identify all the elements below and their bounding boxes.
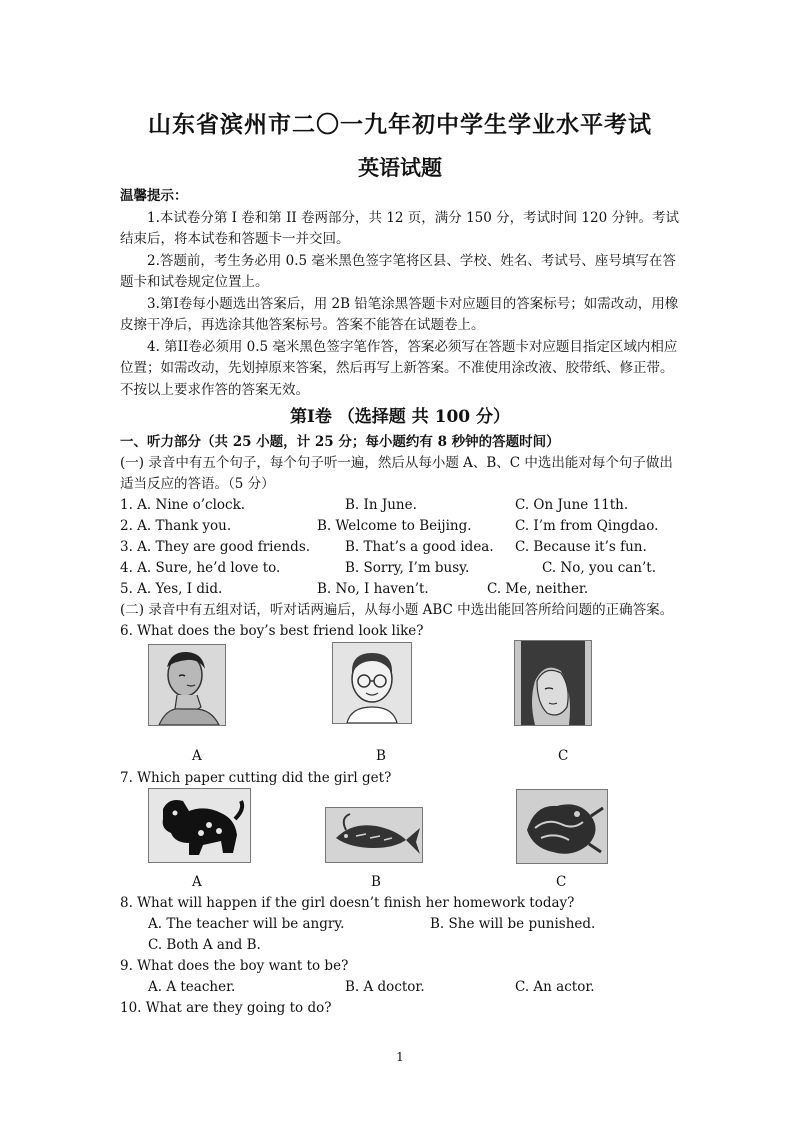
question-8: 8. What will happen if the girl doesn’t finish her homework today? bbox=[120, 895, 575, 911]
option-c: C. Because it’s fun. bbox=[515, 539, 647, 555]
exam-subtitle: 英语试题 bbox=[358, 155, 442, 180]
question-row bbox=[120, 537, 685, 558]
subpart-instructions: (二) 录音中有五组对话，听对话两遍后，从每小题 ABC 中选出能回答所给问题的正确答案。 bbox=[120, 602, 674, 618]
caption-b: B bbox=[376, 748, 386, 764]
option-c: C. An actor. bbox=[515, 979, 595, 995]
option-c: C. No, you can’t. bbox=[542, 560, 657, 576]
dog-paper-cutting-a-image bbox=[148, 788, 251, 863]
caption-c: C bbox=[558, 748, 569, 764]
part-heading: 一、听力部分（共 25 小题，计 25 分；每小题约有 8 秒钟的答题时间） bbox=[120, 434, 560, 450]
fish-paper-cutting-b-image bbox=[325, 807, 423, 863]
page-number: 1 bbox=[396, 1050, 404, 1064]
boy-with-glasses-b-image bbox=[332, 642, 412, 724]
caption-c: C bbox=[556, 874, 567, 890]
option-c: C. On June 11th. bbox=[515, 497, 629, 513]
option-a: A. The teacher will be angry. bbox=[148, 916, 345, 932]
option-a: 5. A. Yes, I did. bbox=[120, 581, 223, 597]
instruction-item: 4. 第II卷必须用 0.5 毫米黑色签字笔作答，答案必须写在答题卡对应题目指定区域内相应位置；如需改动，先划掉原来答案，然后再写上新答案。不准使用涂改液、胶带纸、修正带。不按以上要求作答的答案无效。 bbox=[120, 338, 678, 398]
option-a: 2. A. Thank you. bbox=[120, 518, 232, 534]
girl-c-image bbox=[514, 640, 592, 726]
subpart-instructions: (一) 录音中有五个句子，每个句子听一遍，然后从每小题 A、B、C 中选出能对每个句子做出适当反应的答语。（5 分） bbox=[120, 455, 673, 492]
section-title: 第I卷 （选择题 共 100 分） bbox=[289, 407, 511, 427]
option-c: C. Both A and B. bbox=[148, 937, 261, 953]
exam-title: 山东省滨州市二〇一九年初中学生学业水平考试 bbox=[148, 111, 652, 138]
option-b: B. No, I haven’t. bbox=[317, 581, 429, 597]
caption-a: A bbox=[192, 874, 202, 890]
option-a: 3. A. They are good friends. bbox=[120, 539, 311, 555]
question-6: 6. What does the boy’s best friend look like? bbox=[120, 623, 424, 639]
boy-portrait-a-image bbox=[148, 644, 226, 726]
option-b: B. Sorry, I’m busy. bbox=[345, 560, 470, 576]
option-b: B. In June. bbox=[345, 497, 417, 513]
question-row bbox=[120, 558, 685, 579]
caption-a: A bbox=[192, 748, 202, 764]
option-a: 4. A. Sure, he’d love to. bbox=[120, 560, 281, 576]
question-row bbox=[120, 495, 685, 516]
instruction-item: 3.第I卷每小题选出答案后，用 2B 铅笔涂黑答题卡对应题目的答案标号；如需改动，用橡皮擦干净后，再选涂其他答案标号。答案不能答在试题卷上。 bbox=[120, 295, 679, 333]
question-row bbox=[120, 516, 685, 537]
option-b: B. That’s a good idea. bbox=[345, 539, 494, 555]
caption-b: B bbox=[371, 874, 381, 890]
option-a: 1. A. Nine o’clock. bbox=[120, 497, 246, 513]
instructions bbox=[120, 186, 685, 401]
question-7: 7. Which paper cutting did the girl get? bbox=[120, 770, 392, 786]
option-c: C. I’m from Qingdao. bbox=[515, 518, 659, 534]
option-b: B. A doctor. bbox=[345, 979, 425, 995]
listening-section bbox=[120, 432, 685, 621]
option-b: B. She will be punished. bbox=[430, 916, 596, 932]
dragon-paper-cutting-c-image bbox=[516, 789, 608, 864]
question-row bbox=[120, 579, 685, 600]
instruction-item: 2.答题前，考生务必用 0.5 毫米黑色签字笔将区县、学校、姓名、考试号、座号填写在答题卡和试卷规定位置上。 bbox=[120, 252, 676, 290]
instruction-item: 1.本试卷分第 I 卷和第 II 卷两部分，共 12 页，满分 150 分，考试时间 120 分钟。考试结束后，将本试卷和答题卡一并交回。 bbox=[120, 209, 680, 247]
option-b: B. Welcome to Beijing. bbox=[317, 518, 472, 534]
option-a: A. A teacher. bbox=[148, 979, 236, 995]
instructions-heading: 温馨提示： bbox=[120, 188, 188, 204]
question-9: 9. What does the boy want to be? bbox=[120, 958, 349, 974]
question-10: 10. What are they going to do? bbox=[120, 1000, 332, 1016]
option-c: C. Me, neither. bbox=[487, 581, 589, 597]
